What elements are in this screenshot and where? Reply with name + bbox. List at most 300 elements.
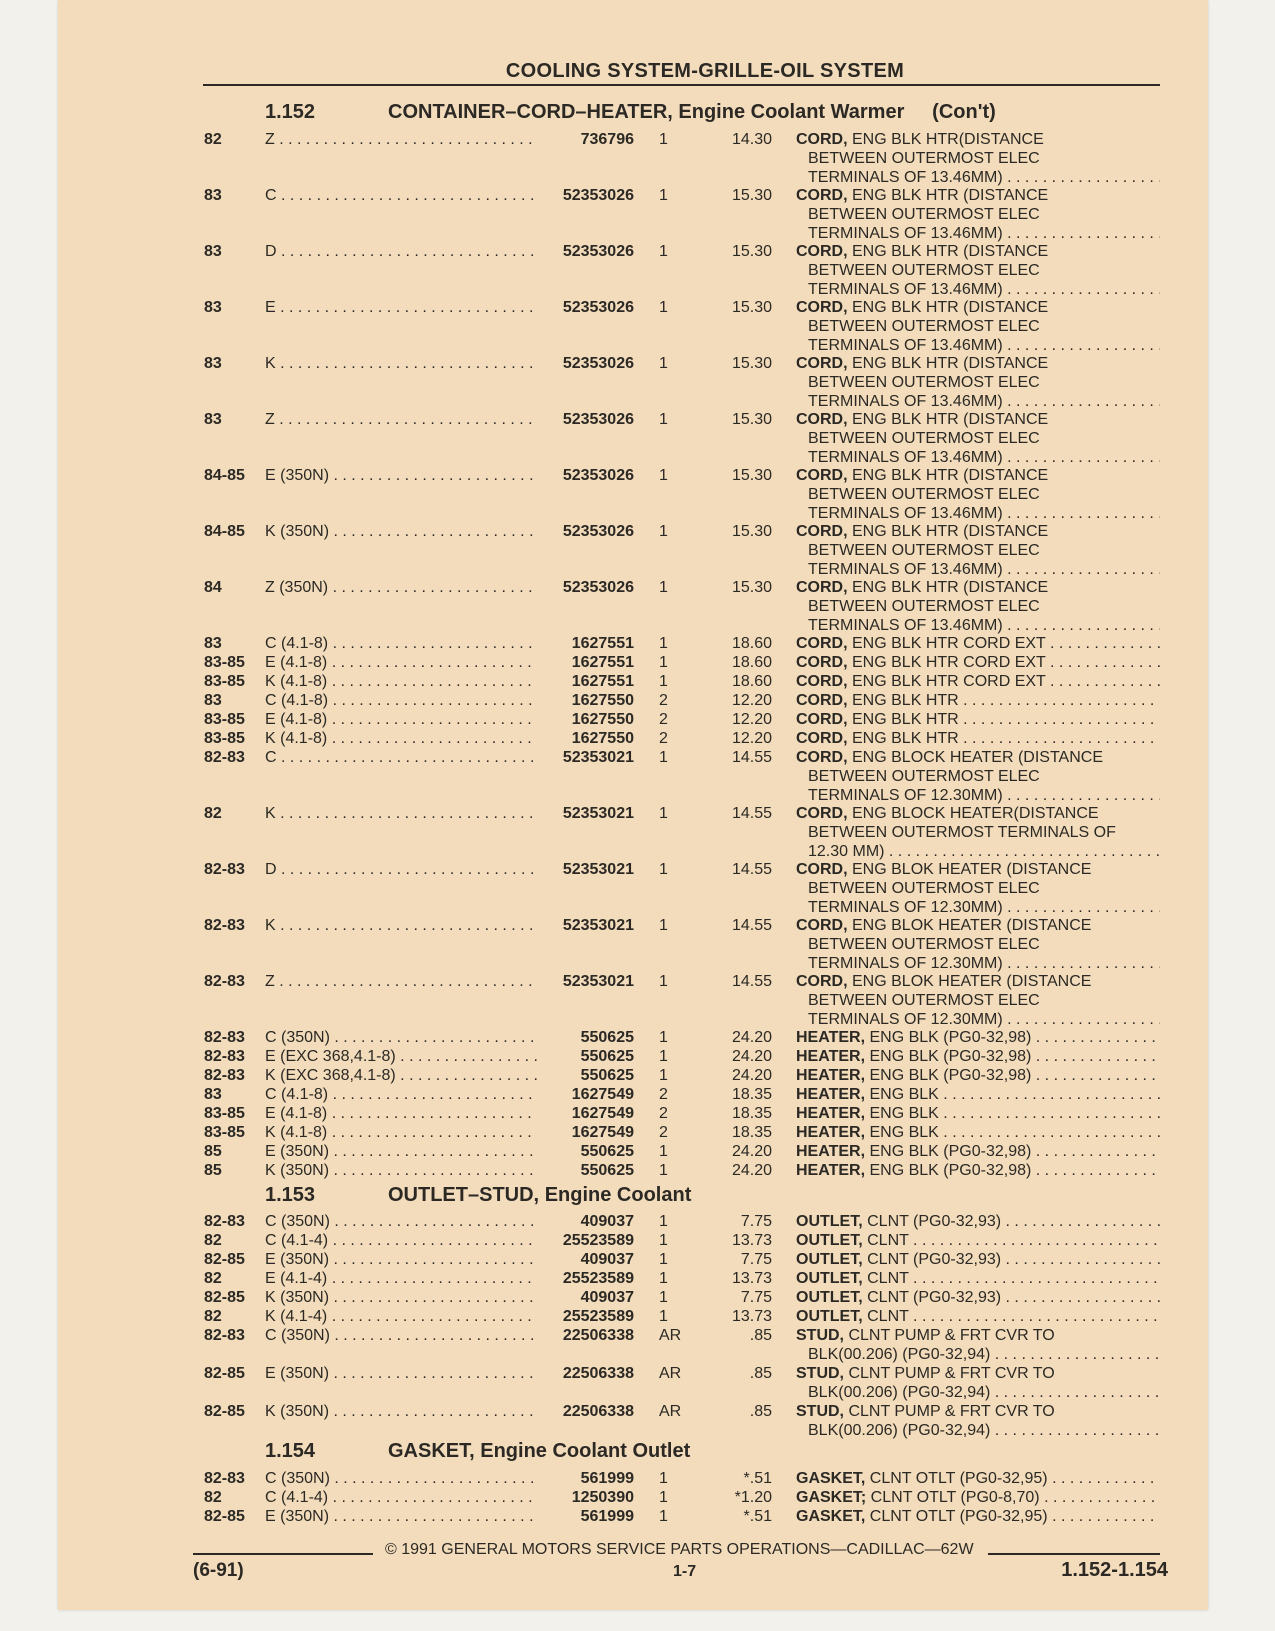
price: 14.55	[731, 749, 772, 766]
quantity: 1	[659, 1213, 668, 1230]
description-line: CORD, ENG BLK HTR CORD EXT . . .	[796, 653, 1160, 672]
quantity: 2	[659, 711, 668, 728]
section-title: CONTAINER–CORD–HEATER, Engine Coolant Warmer (Con't)	[388, 101, 996, 123]
model-year: 83	[204, 355, 222, 372]
table-row	[0, 1269, 1275, 1288]
description-line: CORD, ENG BLK HTR (DISTANCE	[796, 411, 1049, 428]
price: *.51	[743, 1508, 772, 1525]
part-number: 52353026	[560, 298, 634, 317]
price: 15.30	[731, 187, 772, 204]
price: 13.73	[731, 1308, 772, 1325]
price: 24.20	[731, 1067, 772, 1084]
table-row	[0, 466, 1275, 522]
model-code: D . . .	[265, 860, 537, 879]
table-row	[0, 298, 1275, 354]
table-row	[0, 1488, 1275, 1507]
part-description	[796, 710, 1160, 729]
model-year: 82	[204, 1308, 222, 1325]
part-description	[796, 1085, 1160, 1104]
quantity: 1	[659, 1048, 668, 1065]
part-number: 550625	[578, 1047, 634, 1066]
model-year: 83-85	[204, 711, 245, 728]
description-line: BETWEEN OUTERMOST ELEC	[808, 206, 1040, 223]
quantity: 1	[659, 467, 668, 484]
part-number: 409037	[578, 1250, 634, 1269]
table-row	[0, 1066, 1275, 1085]
table-row	[0, 729, 1275, 748]
price: 7.75	[740, 1251, 772, 1268]
table-row	[0, 1142, 1275, 1161]
description-line: TERMINALS OF 13.46MM) . . .	[796, 616, 1160, 635]
description-line: TERMINALS OF 13.46MM) . . .	[796, 448, 1160, 467]
quantity: 2	[659, 1086, 668, 1103]
page-title: COOLING SYSTEM-GRILLE-OIL SYSTEM	[505, 60, 905, 82]
model-year: 82-85	[204, 1365, 245, 1382]
price: 14.55	[731, 973, 772, 990]
table-row	[0, 1104, 1275, 1123]
table-row	[0, 710, 1275, 729]
model-year: 85	[204, 1143, 222, 1160]
part-description	[796, 1047, 1160, 1066]
model-code: C (350N) . . .	[265, 1326, 537, 1345]
quantity: 1	[659, 1029, 668, 1046]
part-description	[796, 354, 1160, 411]
model-code: K (4.1-8) . . .	[265, 1123, 537, 1142]
price: 14.55	[731, 917, 772, 934]
description-line: CORD, ENG BLK HTR . . .	[796, 691, 1160, 710]
quantity: 2	[659, 692, 668, 709]
price: 13.73	[731, 1270, 772, 1287]
table-row	[0, 410, 1275, 466]
description-line: HEATER, ENG BLK (PG0-32,98) . . .	[796, 1028, 1160, 1047]
part-description	[796, 1212, 1160, 1231]
description-line: BLK(00.206) (PG0-32,94) . . .	[796, 1383, 1160, 1402]
quantity: 1	[659, 187, 668, 204]
quantity: 2	[659, 1124, 668, 1141]
quantity: 1	[659, 243, 668, 260]
quantity: 2	[659, 730, 668, 747]
part-description	[796, 1307, 1160, 1326]
quantity: 1	[659, 579, 668, 596]
section-title: GASKET, Engine Coolant Outlet	[388, 1440, 691, 1462]
quantity: 1	[659, 1067, 668, 1084]
part-number: 1627550	[569, 691, 634, 710]
description-line: CORD, ENG BLOK HEATER (DISTANCE	[796, 861, 1092, 878]
description-line: CORD, ENG BLK HTR (DISTANCE	[796, 187, 1049, 204]
part-number: 1627550	[569, 710, 634, 729]
model-year: 83	[204, 411, 222, 428]
model-code: K (4.1-8) . . .	[265, 672, 537, 691]
quantity: 1	[659, 673, 668, 690]
model-code: C (350N) . . .	[265, 1028, 537, 1047]
table-row	[0, 672, 1275, 691]
description-line: BETWEEN OUTERMOST ELEC	[808, 598, 1040, 615]
part-number: 52353021	[560, 804, 634, 823]
model-year: 82	[204, 1270, 222, 1287]
part-description	[796, 634, 1160, 653]
part-number: 25523589	[560, 1231, 634, 1250]
part-number: 52353026	[560, 578, 634, 597]
price: *1.20	[734, 1489, 772, 1506]
table-row	[0, 578, 1275, 634]
description-line: HEATER, ENG BLK (PG0-32,98) . . .	[796, 1047, 1160, 1066]
model-year: 82-83	[204, 973, 245, 990]
model-year: 82-83	[204, 917, 245, 934]
part-number: 22506338	[560, 1364, 634, 1383]
model-code: E (350N) . . .	[265, 1250, 537, 1269]
description-line: CORD, ENG BLK HTR . . .	[796, 729, 1160, 748]
quantity: 1	[659, 1162, 668, 1179]
description-line: OUTLET, CLNT . . .	[796, 1269, 1160, 1288]
model-code: E (4.1-8) . . .	[265, 653, 537, 672]
table-row	[0, 354, 1275, 410]
description-line: CORD, ENG BLK HTR (DISTANCE	[796, 523, 1049, 540]
model-code: C (4.1-8) . . .	[265, 634, 537, 653]
model-code: E (350N) . . .	[265, 1142, 537, 1161]
price: 18.60	[731, 635, 772, 652]
part-number: 561999	[578, 1507, 634, 1526]
part-description	[796, 578, 1160, 635]
model-code: K . . .	[265, 354, 537, 373]
quantity: 1	[659, 1470, 668, 1487]
quantity: 1	[659, 523, 668, 540]
quantity: 1	[659, 635, 668, 652]
footer-divider	[193, 1553, 373, 1555]
model-code: E (4.1-8) . . .	[265, 1104, 537, 1123]
description-line: BETWEEN OUTERMOST ELEC	[808, 486, 1040, 503]
description-line: BETWEEN OUTERMOST ELEC	[808, 880, 1040, 897]
part-number: 1627551	[569, 653, 634, 672]
quantity: 1	[659, 411, 668, 428]
part-description	[796, 1469, 1160, 1488]
model-code: K . . .	[265, 804, 537, 823]
model-code: Z (350N) . . .	[265, 578, 537, 597]
price: 24.20	[731, 1048, 772, 1065]
model-code: E (350N) . . .	[265, 466, 537, 485]
model-code: K (4.1-4) . . .	[265, 1307, 537, 1326]
section-title: OUTLET–STUD, Engine Coolant	[388, 1184, 692, 1206]
quantity: 1	[659, 917, 668, 934]
part-description	[796, 1161, 1160, 1180]
model-code: C (4.1-4) . . .	[265, 1488, 537, 1507]
description-line: BETWEEN OUTERMOST TERMINALS OF	[808, 824, 1116, 841]
model-year: 82-83	[204, 1029, 245, 1046]
model-year: 83-85	[204, 730, 245, 747]
quantity: 2	[659, 1105, 668, 1122]
price: 18.60	[731, 654, 772, 671]
price: 14.30	[731, 131, 772, 148]
model-year: 82-85	[204, 1508, 245, 1525]
description-line: TERMINALS OF 13.46MM) . . .	[796, 280, 1160, 299]
price: 18.35	[731, 1105, 772, 1122]
model-code: C (4.1-8) . . .	[265, 1085, 537, 1104]
price: 24.20	[731, 1143, 772, 1160]
page-number: 1-7	[673, 1563, 697, 1580]
part-description	[796, 748, 1160, 805]
price: .85	[749, 1327, 772, 1344]
part-description	[796, 804, 1160, 861]
part-description	[796, 1488, 1160, 1507]
price: 7.75	[740, 1289, 772, 1306]
part-description	[796, 466, 1160, 523]
part-description	[796, 1142, 1160, 1161]
quantity: 1	[659, 973, 668, 990]
part-description	[796, 729, 1160, 748]
quantity: AR	[659, 1365, 682, 1382]
description-line: CORD, ENG BLK HTR (DISTANCE	[796, 243, 1049, 260]
model-year: 82-83	[204, 1067, 245, 1084]
description-line: CORD, ENG BLK HTR (DISTANCE	[796, 467, 1049, 484]
model-year: 82-83	[204, 1213, 245, 1230]
model-year: 82-83	[204, 1470, 245, 1487]
description-line: BETWEEN OUTERMOST ELEC	[808, 768, 1040, 785]
description-line: CORD, ENG BLK HTR (DISTANCE	[796, 579, 1049, 596]
description-line: BETWEEN OUTERMOST ELEC	[808, 430, 1040, 447]
part-number: 561999	[578, 1469, 634, 1488]
price: 24.20	[731, 1162, 772, 1179]
description-line: BETWEEN OUTERMOST ELEC	[808, 150, 1040, 167]
table-row	[0, 1123, 1275, 1142]
part-number: 22506338	[560, 1326, 634, 1345]
description-line: BETWEEN OUTERMOST ELEC	[808, 318, 1040, 335]
description-line: TERMINALS OF 13.46MM) . . .	[796, 168, 1160, 187]
part-number: 22506338	[560, 1402, 634, 1421]
part-number: 1627551	[569, 672, 634, 691]
quantity: AR	[659, 1403, 682, 1420]
quantity: 1	[659, 1289, 668, 1306]
part-description	[796, 186, 1160, 243]
description-line: GASKET; CLNT OTLT (PG0-8,70) . . .	[796, 1488, 1160, 1507]
table-row	[0, 691, 1275, 710]
part-number: 409037	[578, 1212, 634, 1231]
part-number: 550625	[578, 1142, 634, 1161]
model-code: E (350N) . . .	[265, 1507, 537, 1526]
part-description	[796, 672, 1160, 691]
price: 15.30	[731, 523, 772, 540]
table-row	[0, 1364, 1275, 1401]
description-line: GASKET, CLNT OTLT (PG0-32,95) . . .	[796, 1469, 1160, 1488]
description-line: HEATER, ENG BLK (PG0-32,98) . . .	[796, 1142, 1160, 1161]
part-description	[796, 1326, 1160, 1364]
description-line: TERMINALS OF 13.46MM) . . .	[796, 336, 1160, 355]
price: 14.55	[731, 861, 772, 878]
part-number: 52353026	[560, 466, 634, 485]
description-line: BETWEEN OUTERMOST ELEC	[808, 262, 1040, 279]
part-description	[796, 1288, 1160, 1307]
model-year: 82-83	[204, 861, 245, 878]
price: .85	[749, 1403, 772, 1420]
quantity: 1	[659, 1508, 668, 1525]
model-year: 83-85	[204, 654, 245, 671]
description-line: BETWEEN OUTERMOST ELEC	[808, 936, 1040, 953]
price: 18.35	[731, 1086, 772, 1103]
quantity: 1	[659, 1489, 668, 1506]
model-year: 84-85	[204, 523, 245, 540]
model-code: E (350N) . . .	[265, 1364, 537, 1383]
part-description	[796, 1269, 1160, 1288]
table-row	[0, 1250, 1275, 1269]
description-line: CORD, ENG BLOK HEATER (DISTANCE	[796, 917, 1092, 934]
table-row	[0, 1469, 1275, 1488]
model-year: 84-85	[204, 467, 245, 484]
part-number: 1627551	[569, 634, 634, 653]
table-row	[0, 972, 1275, 1028]
description-line: OUTLET, CLNT . . .	[796, 1231, 1160, 1250]
part-number: 550625	[578, 1161, 634, 1180]
model-year: 82-83	[204, 1048, 245, 1065]
table-row	[0, 804, 1275, 860]
price: 24.20	[731, 1029, 772, 1046]
table-row	[0, 1326, 1275, 1363]
description-line: CORD, ENG BLK HTR CORD EXT . . .	[796, 634, 1160, 653]
model-code: C . . .	[265, 186, 537, 205]
part-description	[796, 1104, 1160, 1123]
model-code: K (4.1-8) . . .	[265, 729, 537, 748]
table-row	[0, 1507, 1275, 1526]
price: 15.30	[731, 579, 772, 596]
quantity: 1	[659, 749, 668, 766]
description-line: TERMINALS OF 13.46MM) . . .	[796, 560, 1160, 579]
price: 7.75	[740, 1213, 772, 1230]
price: .85	[749, 1365, 772, 1382]
model-code: Z . . .	[265, 972, 537, 991]
model-year: 82	[204, 1232, 222, 1249]
part-description	[796, 1123, 1160, 1142]
model-year: 82	[204, 1489, 222, 1506]
description-line: STUD, CLNT PUMP & FRT CVR TO	[796, 1365, 1055, 1382]
part-description	[796, 410, 1160, 467]
description-line: BLK(00.206) (PG0-32,94) . . .	[796, 1345, 1160, 1364]
description-line: HEATER, ENG BLK (PG0-32,98) . . .	[796, 1066, 1160, 1085]
part-description	[796, 1231, 1160, 1250]
section-number: 1.154	[265, 1440, 316, 1462]
model-year: 83	[204, 299, 222, 316]
description-line: CORD, ENG BLK HTR (DISTANCE	[796, 299, 1049, 316]
quantity: 1	[659, 131, 668, 148]
description-line: CORD, ENG BLOK HEATER (DISTANCE	[796, 973, 1092, 990]
footer-divider	[988, 1553, 1160, 1555]
model-year: 83	[204, 1086, 222, 1103]
part-description	[796, 1250, 1160, 1269]
part-number: 25523589	[560, 1269, 634, 1288]
description-line: BLK(00.206) (PG0-32,94) . . .	[796, 1421, 1160, 1440]
table-row	[0, 1047, 1275, 1066]
price: 18.60	[731, 673, 772, 690]
price: 15.30	[731, 355, 772, 372]
model-code: K . . .	[265, 916, 537, 935]
price: 13.73	[731, 1232, 772, 1249]
part-number: 25523589	[560, 1307, 634, 1326]
description-line: TERMINALS OF 12.30MM) . . .	[796, 898, 1160, 917]
model-year: 83	[204, 187, 222, 204]
model-year: 83-85	[204, 1105, 245, 1122]
table-row	[0, 748, 1275, 804]
price: 15.30	[731, 299, 772, 316]
quantity: 1	[659, 805, 668, 822]
quantity: 1	[659, 1232, 668, 1249]
part-number: 409037	[578, 1288, 634, 1307]
description-line: OUTLET, CLNT (PG0-32,93) . . .	[796, 1250, 1160, 1269]
part-description	[796, 916, 1160, 973]
part-number: 1627549	[569, 1123, 634, 1142]
table-row	[0, 522, 1275, 578]
part-number: 52353026	[560, 354, 634, 373]
part-number: 1627549	[569, 1104, 634, 1123]
table-row	[0, 916, 1275, 972]
revision-date: (6-91)	[193, 1560, 244, 1581]
header-divider	[203, 84, 1160, 86]
model-year: 82	[204, 805, 222, 822]
model-year: 82-83	[204, 1327, 245, 1344]
part-number: 1627549	[569, 1085, 634, 1104]
part-description	[796, 242, 1160, 299]
description-line: BETWEEN OUTERMOST ELEC	[808, 374, 1040, 391]
model-code: C (350N) . . .	[265, 1212, 537, 1231]
table-row	[0, 1231, 1275, 1250]
part-number: 52353021	[560, 748, 634, 767]
quantity: 1	[659, 299, 668, 316]
part-number: 52353021	[560, 916, 634, 935]
description-line: BETWEEN OUTERMOST ELEC	[808, 992, 1040, 1009]
price: 15.30	[731, 467, 772, 484]
description-line: HEATER, ENG BLK . . .	[796, 1123, 1160, 1142]
description-line: CORD, ENG BLK HTR(DISTANCE	[796, 131, 1044, 148]
part-description	[796, 1364, 1160, 1402]
part-description	[796, 653, 1160, 672]
part-description	[796, 130, 1160, 187]
part-number: 52353026	[560, 186, 634, 205]
model-year: 82-85	[204, 1289, 245, 1306]
price: *.51	[743, 1470, 772, 1487]
model-code: Z . . .	[265, 130, 537, 149]
part-description	[796, 1402, 1160, 1440]
table-row	[0, 1307, 1275, 1326]
model-year: 83-85	[204, 673, 245, 690]
quantity: 1	[659, 355, 668, 372]
description-line: BETWEEN OUTERMOST ELEC	[808, 542, 1040, 559]
table-row	[0, 1402, 1275, 1439]
price: 12.20	[731, 692, 772, 709]
description-line: HEATER, ENG BLK . . .	[796, 1104, 1160, 1123]
table-row	[0, 1085, 1275, 1104]
part-number: 1250390	[569, 1488, 634, 1507]
part-description	[796, 691, 1160, 710]
description-line: TERMINALS OF 13.46MM) . . .	[796, 224, 1160, 243]
table-row	[0, 130, 1275, 186]
description-line: STUD, CLNT PUMP & FRT CVR TO	[796, 1403, 1055, 1420]
description-line: HEATER, ENG BLK . . .	[796, 1085, 1160, 1104]
model-year: 85	[204, 1162, 222, 1179]
description-line: TERMINALS OF 12.30MM) . . .	[796, 786, 1160, 805]
part-description	[796, 860, 1160, 917]
description-line: CORD, ENG BLOCK HEATER (DISTANCE	[796, 749, 1104, 766]
model-code: E (4.1-4) . . .	[265, 1269, 537, 1288]
price: 12.20	[731, 711, 772, 728]
model-code: E (4.1-8) . . .	[265, 710, 537, 729]
section-number: 1.152	[265, 101, 316, 123]
model-year: 82-85	[204, 1403, 245, 1420]
copyright-notice: © 1991 GENERAL MOTORS SERVICE PARTS OPERATIONS—CADILLAC—62W	[385, 1541, 974, 1558]
model-year: 84	[204, 579, 222, 596]
model-code: C (350N) . . .	[265, 1469, 537, 1488]
model-code: K (350N) . . .	[265, 1288, 537, 1307]
price: 12.20	[731, 730, 772, 747]
model-code: K (350N) . . .	[265, 1161, 537, 1180]
quantity: AR	[659, 1327, 682, 1344]
table-row	[0, 186, 1275, 242]
model-year: 83	[204, 243, 222, 260]
part-number: 52353021	[560, 972, 634, 991]
